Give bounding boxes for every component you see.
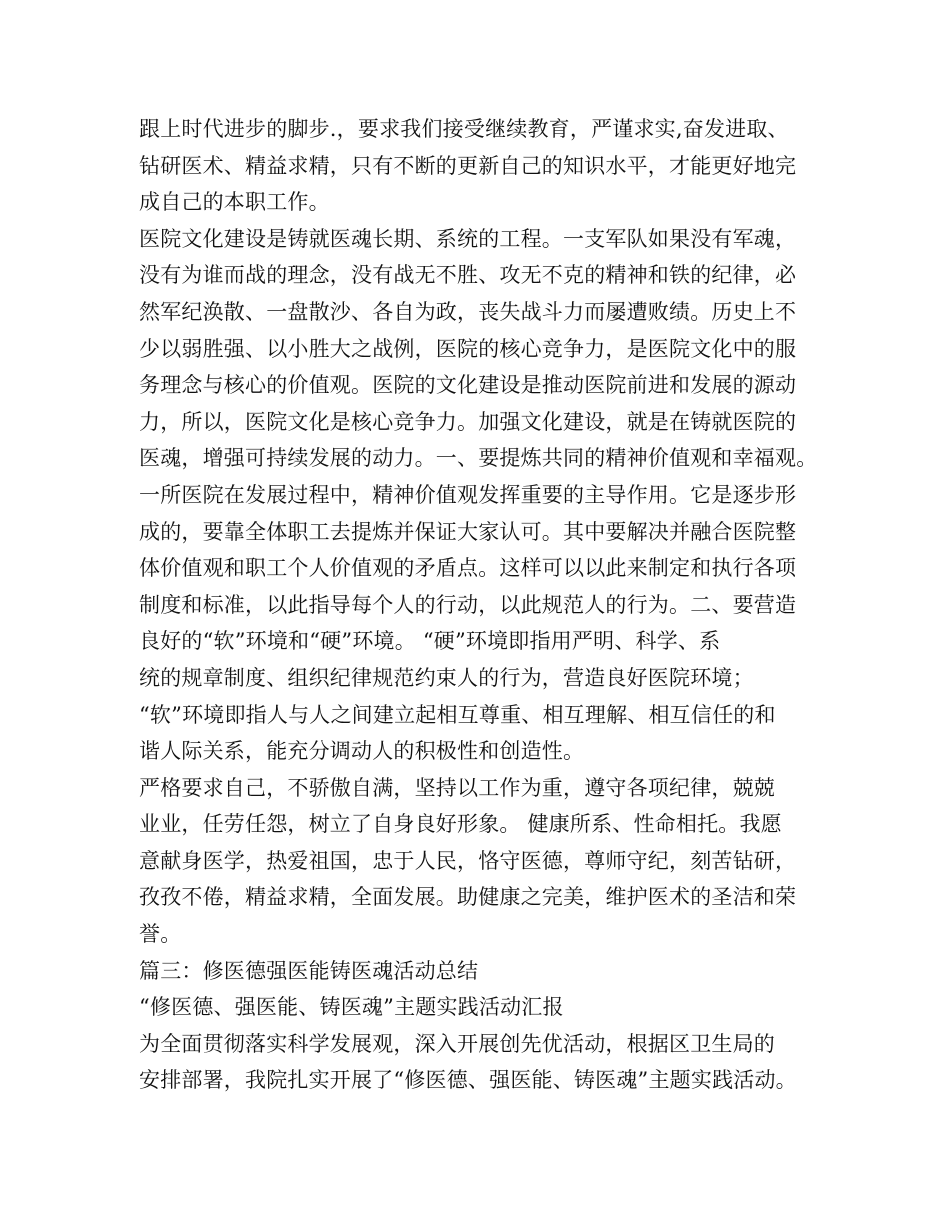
section-subheading: “修医德、强医能、铸医魂”主题实践活动汇报 — [139, 995, 564, 1020]
text-line: 孜孜不倦，精益求精，全面发展。助健康之完美，维护医术的圣洁和荣 — [139, 885, 797, 910]
text-line: 业业，任劳任怨，树立了自身良好形象。 健康所系、性命相托。我愿 — [139, 812, 782, 837]
text-line: 严格要求自己，不骄傲自满，坚持以工作为重，遵守各项纪律，兢兢 — [139, 775, 775, 800]
text-line: 誉。 — [139, 922, 182, 947]
section-heading: 篇三：修医德强医能铸医魂活动总结 — [139, 958, 479, 983]
text-line: 制度和标准，以此指导每个人的行动，以此规范人的行为。二、要营造 — [139, 592, 797, 617]
text-line: 意献身医学，热爱祖国，忠于人民，恪守医德，尊师守纪，刻苦钻研， — [139, 848, 797, 873]
text-line: 成的，要靠全体职工去提炼并保证大家认可。其中要解决并融合医院整 — [139, 519, 797, 544]
text-line: 没有为谁而战的理念，没有战无不胜、攻无不克的精神和铁的纪律，必 — [139, 263, 797, 288]
text-line: 钻研医术、精益求精，只有不断的更新自己的知识水平，才能更好地完 — [139, 153, 797, 178]
text-line: 谐人际关系，能充分调动人的积极性和创造性。 — [139, 739, 585, 764]
text-line: 体价值观和职工个人价值观的矛盾点。这样可以以此来制定和执行各项 — [139, 556, 797, 581]
document-body — [139, 111, 829, 1099]
text-line: 少以弱胜强、以小胜大之战例，医院的核心竞争力，是医院文化中的服 — [139, 336, 797, 361]
text-line: 良好的“软”环境和“硬”环境。 “硬”环境即指用严明、科学、系 — [139, 629, 721, 654]
text-line: 务理念与核心的价值观。医院的文化建设是推动医院前进和发展的源动 — [139, 373, 797, 398]
text-line: 统的规章制度、组织纪律规范约束人的行为，营造良好医院环境； — [139, 665, 754, 690]
text-line: 跟上时代进步的脚步.，要求我们接受继续教育，严谨求实,奋发进取、 — [139, 117, 789, 141]
text-line: 医院文化建设是铸就医魂长期、系统的工程。一支军队如果没有军魂， — [139, 226, 797, 251]
text-line: 力，所以，医院文化是核心竞争力。加强文化建设，就是在铸就医院的 — [139, 409, 797, 434]
text-line: 医魂，增强可持续发展的动力。一、要提炼共同的精神价值观和幸福观。 — [139, 446, 818, 471]
text-line: 为全面贯彻落实科学发展观，深入开展创先优活动，根据区卫生局的 — [139, 1031, 775, 1056]
text-line: 安排部署，我院扎实开展了“修医德、强医能、铸医魂”主题实践活动。 — [139, 1068, 797, 1093]
text-line: “软”环境即指人与人之间建立起相互尊重、相互理解、相互信任的和 — [139, 702, 776, 727]
text-line: 一所医院在发展过程中，精神价值观发挥重要的主导作用。它是逐步形 — [139, 482, 797, 507]
text-line: 然军纪涣散、一盘散沙、各自为政，丧失战斗力而屡遭败绩。历史上不 — [139, 299, 797, 324]
text-line: 成自己的本职工作。 — [139, 190, 330, 215]
